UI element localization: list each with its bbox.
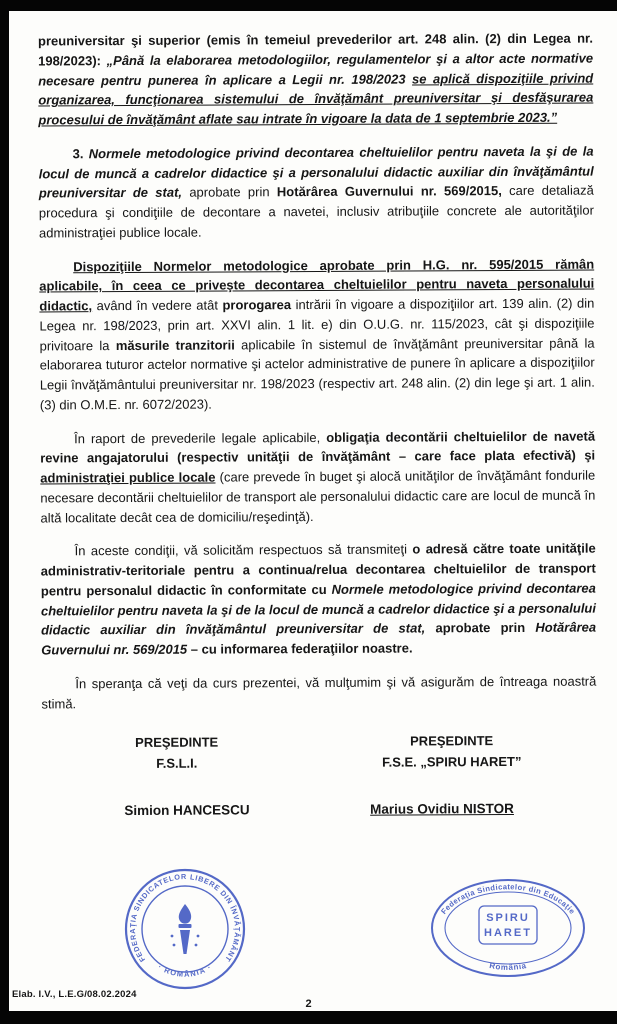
scan-edge-bottom	[0, 1011, 617, 1024]
signature-names	[82, 801, 567, 819]
stamp-ring-text: FEDERAŢIA SINDICATELOR LIBERE DIN ÎNVĂŢĂMÂNT	[127, 872, 243, 964]
stamp-center-line2: HARET	[484, 927, 532, 939]
signature-left-title: PREŞEDINTE	[135, 734, 219, 751]
signature-left-org: F.S.L.I.	[156, 755, 198, 771]
stamp-bottom-text: · ROMÂNIA ·	[156, 962, 214, 979]
signature-right-name: Marius Ovidiu NISTOR	[370, 800, 514, 817]
fsli-round-stamp	[122, 866, 248, 997]
svg-text:Federaţia Sindicatelor din Edu	[439, 882, 577, 916]
signature-right-header	[317, 731, 587, 774]
svg-text:România	[489, 961, 528, 972]
page-number: 2	[305, 998, 312, 1010]
svg-text:· ROMÂNIA ·	[156, 962, 213, 979]
paragraph-item-3: 3. Normele metodologice privind decontarea cheltuielilor pentru naveta la şi de la locul de muncă a cadrelor didactice şi a personalului didactic auxiliar din învăţământul preuniversitar de stat, aprobate prin Hotărârea Guvernului nr. 569/2015, care detaliază procedura şi condiţiile de decontare a navetei, inclusiv atribuţiile concrete ale autorităţilor administraţiei publice locale.	[38, 143, 594, 241]
signature-left-header	[72, 732, 282, 775]
fse-oval-stamp	[428, 876, 588, 985]
paragraph-dispozitii: Dispoziţiile Normelor metodologice aprobate prin H.G. nr. 595/2015 rămân aplicabile, în ceea ce priveşte decontarea cheltuielilor pentru naveta personalului didactic, având în vedere atât prorogarea intrării în vigoare a dispoziţiilor art. 139 alin. (2) din Legea nr. 198/2023, prin art. XXVI alin. 1 lit. e) din O.U.G. nr. 115/2023, cât şi dispoziţiile privitoare la măsurile tranzitorii aplicabile în sistemul de învăţământ preuniversitar până la elaborarea tuturor actelor normative şi actelor administrative de punere în aplicare a dispoziţiilor Legii învăţământului preuniversitar nr. 198/2023 (respectiv art. 248 alin. (2) din lege şi art. 1 alin. (3) din O.M.E. nr. 6072/2023).	[39, 256, 595, 413]
paragraph-continuation-quote: preuniversitar şi superior (emis în temeiul prevederilor art. 248 alin. (2) din Legea nr. 198/2023): „Până la elaborarea metodologiilor, regulamentelor şi a altor acte normative necesare pentru punerea în aplicare a Legii nr. 198/2023 se aplică dispoziţiile privind organizarea, funcţionarea sistemului de învăţământ preuniversitar şi desfăşurarea procesului de învăţământ aflate sau intrate în vigoare la data de 1 septembrie 2023.”	[37, 30, 594, 128]
stamp-ring-text: Federaţia Sindicatelor din Educaţie	[439, 882, 577, 916]
stamp-center-line1: SPIRU	[486, 912, 530, 924]
stamp-bottom-text: România	[488, 961, 528, 972]
scan-edge-top	[0, 0, 617, 11]
signature-block	[72, 731, 587, 775]
signature-right-title: PREŞEDINTE	[410, 733, 494, 749]
torch-icon	[171, 904, 200, 954]
signature-right-org: F.S.E. „SPIRU HARET”	[382, 753, 522, 770]
scan-edge-left	[0, 0, 9, 1024]
elaboration-note: Elab. I.V., L.E.G/08.02.2024	[12, 989, 137, 1000]
paragraph-obligatia: În raport de prevederile legale aplicabile, obligaţia decontării cheltuielilor de navetă revine angajatorului (respectiv unităţii de învăţământ – care face plata efectivă) şi administraţiei publice locale (care prevede în buget şi alocă unităţilor de învăţământ fondurile necesare decontării cheltuielilor de transport ale personalului didactic care are locul de muncă în altă localitate decât cea de domiciliu/reşedinţă).	[40, 428, 596, 525]
signature-left-name: Simion HANCESCU	[124, 802, 250, 818]
document-content	[38, 29, 597, 819]
stamp-inner-ring	[142, 886, 228, 972]
paragraph-solicitare: În aceste condiţii, vă solicităm respectuos să transmiteţi o adresă către toate unităţile administrativ-teritoriale pentru a continua/relua decontarea cheltuielilor de transport pentru personalul didactic în conformitate cu Normele metodologice privind decontarea cheltuielilor pentru naveta la şi de la locul de muncă a cadrelor didactice şi a personalului didactic auxiliar din învăţământul preuniversitar de stat, aprobate prin Hotărârea Guvernului nr. 569/2015 – cu informarea federaţiilor noastre.	[40, 540, 597, 658]
paragraph-incheiere: În speranţa că veţi da curs prezentei, vă mulţumim şi vă asigurăm de întreaga noastră stimă.	[41, 673, 597, 711]
